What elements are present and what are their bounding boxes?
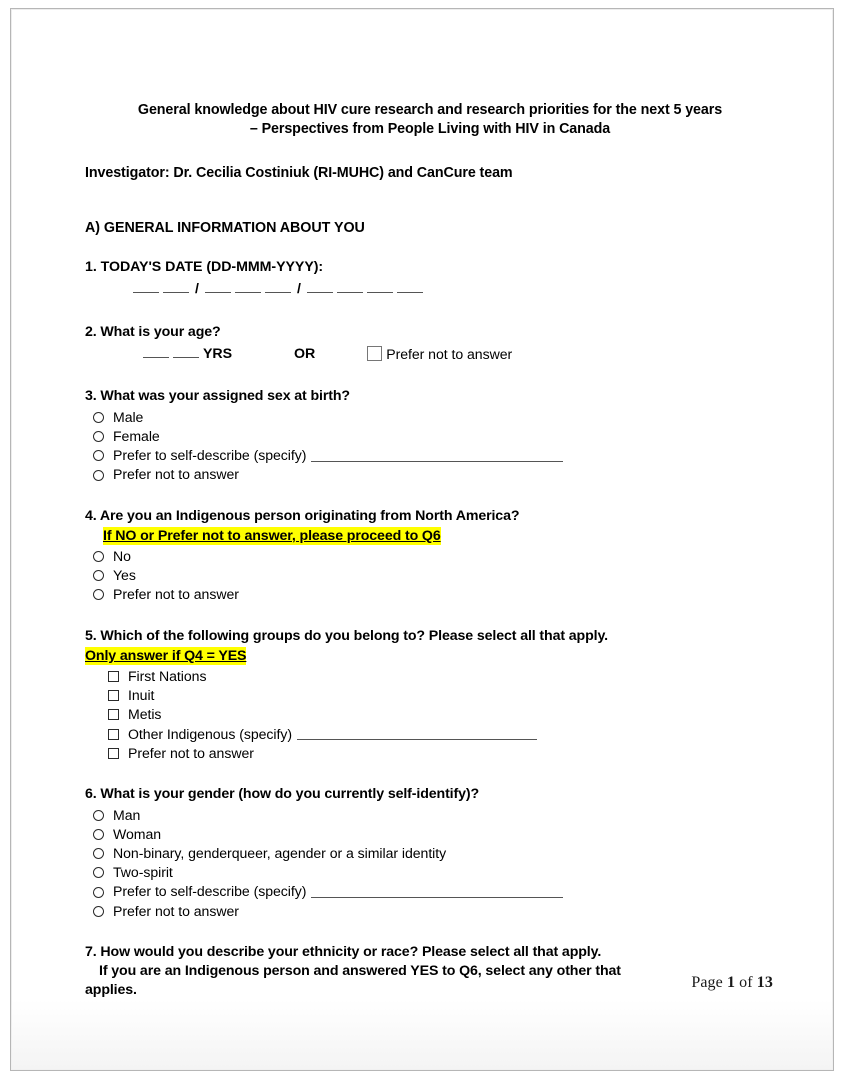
option-label: Prefer not to answer [128,744,254,761]
radio-icon[interactable] [93,906,104,917]
radio-icon[interactable] [93,589,104,600]
specify-input-line[interactable] [311,450,563,462]
section-a-heading: A) GENERAL INFORMATION ABOUT YOU [85,220,365,237]
document-title-line1: General knowledge about HIV cure research and research priorities for the next 5 years [137,102,723,118]
question-q2-answer-row [85,344,775,365]
checkbox-icon[interactable] [108,729,119,740]
radio-icon[interactable] [93,450,104,461]
option-label: Prefer not to answer [113,586,239,603]
option-row[interactable] [93,465,775,484]
age-blank-2[interactable] [173,346,199,357]
checkbox-icon[interactable] [108,709,119,720]
option-row[interactable] [93,585,775,604]
option-row[interactable] [108,667,775,686]
option-label: Prefer not to answer [113,902,239,919]
option-row[interactable] [93,408,775,427]
specify-input-line[interactable] [297,728,537,740]
question-q4-highlighted-note: If NO or Prefer not to answer, please proceed to Q6 [103,527,441,544]
option-row[interactable] [93,547,775,566]
option-row[interactable] [93,844,775,863]
radio-icon[interactable] [93,470,104,481]
option-row[interactable] [93,806,775,825]
radio-icon[interactable] [93,810,104,821]
option-label: Non-binary, genderqueer, agender or a similar identity [113,845,447,862]
age-prefer-not-to-answer-label: Prefer not to answer [386,345,513,362]
checkbox-icon[interactable] [108,748,119,759]
question-q2 [85,323,775,365]
question-q5-options [85,667,775,763]
document-title-line2: – Perspectives from People Living with HIV in Canada [249,120,611,137]
question-q5-highlighted-note: Only answer if Q4 = YES [85,647,247,664]
date-blank-yyyy-4[interactable] [397,282,423,293]
date-separator-2: / [296,281,301,298]
date-blank-yyyy-3[interactable] [367,282,393,293]
date-separator-1: / [195,281,199,298]
option-label: Prefer to self-describe (specify) [113,447,307,464]
question-q7-line1: 7. How would you describe your ethnicity or race? Please select all that apply. [85,943,602,960]
checkbox-icon[interactable] [108,671,119,682]
option-label: Woman [113,826,162,843]
question-q1 [85,258,775,300]
age-blanks[interactable] [141,344,201,365]
specify-input-line[interactable] [311,886,563,898]
option-row[interactable] [93,446,775,465]
option-label: Two-spirit [113,864,173,881]
option-label: Female [113,428,160,445]
age-unit-label: YRS [203,345,233,362]
option-row[interactable] [93,882,775,901]
age-or-label: OR [294,345,316,362]
question-q4 [85,507,775,605]
option-label: Other Indigenous (specify) [128,725,292,742]
page-footer-current: 1 [726,974,736,991]
question-q5-text: 5. Which of the following groups do you belong to? Please select all that apply. [85,627,608,644]
question-q3 [85,387,775,485]
question-q7-line2: If you are an Indigenous person and answered YES to Q6, select any other that [99,962,621,979]
date-blank-dd-2[interactable] [163,282,189,293]
option-row[interactable] [108,744,775,763]
question-q3-options [85,408,775,485]
date-blank-yyyy-1[interactable] [307,282,333,293]
age-blank-1[interactable] [143,346,169,357]
option-row[interactable] [108,686,775,705]
option-row[interactable] [108,705,775,724]
option-row[interactable] [93,566,775,585]
radio-icon[interactable] [93,848,104,859]
page-footer-prefix: Page [691,974,727,991]
question-q4-note-row [85,526,775,545]
checkbox-icon[interactable] [108,690,119,701]
question-q1-text: 1. TODAY'S DATE (DD-MMM-YYYY): [85,259,324,276]
date-blank-dd-1[interactable] [133,282,159,293]
question-q2-text: 2. What is your age? [85,323,221,340]
option-row[interactable] [108,725,775,744]
question-q1-date-blanks[interactable] [85,278,775,300]
option-label: No [113,548,131,565]
option-label: Inuit [128,687,155,704]
age-prefer-not-to-answer-option[interactable] [367,344,512,365]
page-footer-total: 13 [756,974,773,991]
checkbox-icon[interactable] [367,346,382,361]
radio-icon[interactable] [93,829,104,840]
radio-icon[interactable] [93,551,104,562]
page-footer [691,974,773,992]
date-blank-mmm-1[interactable] [205,282,231,293]
date-blank-yyyy-2[interactable] [337,282,363,293]
question-q6-options [85,806,775,921]
page-footer-middle: of [735,974,757,991]
question-q5 [85,627,775,763]
question-q3-text: 3. What was your assigned sex at birth? [85,387,350,404]
question-q7-line3: applies. [85,981,137,998]
radio-icon[interactable] [93,867,104,878]
option-row[interactable] [93,902,775,921]
option-label: Man [113,806,141,823]
option-row[interactable] [93,825,775,844]
question-q5-note-row [85,646,775,665]
option-label: Prefer not to answer [113,466,239,483]
date-blank-mmm-3[interactable] [265,282,291,293]
option-label: Metis [128,706,162,723]
option-row[interactable] [93,427,775,446]
question-q4-text: 4. Are you an Indigenous person originating from North America? [85,507,520,524]
document-title [85,101,775,139]
option-label: Male [113,408,144,425]
date-blank-mmm-2[interactable] [235,282,261,293]
question-q7 [85,943,775,1000]
option-label: Yes [113,567,136,584]
question-q4-options [85,547,775,604]
question-q6 [85,785,775,921]
radio-icon[interactable] [93,887,104,898]
radio-icon[interactable] [93,431,104,442]
radio-icon[interactable] [93,412,104,423]
question-q7-text [85,943,775,1000]
option-row[interactable] [93,863,775,882]
radio-icon[interactable] [93,570,104,581]
investigator-line: Investigator: Dr. Cecilia Costiniuk (RI-MUHC) and CanCure team [85,164,513,181]
option-label: First Nations [128,668,207,685]
question-q6-text: 6. What is your gender (how do you currently self-identify)? [85,785,480,802]
page-sheet [10,8,834,1071]
page-content [85,101,775,1000]
option-label: Prefer to self-describe (specify) [113,883,307,900]
